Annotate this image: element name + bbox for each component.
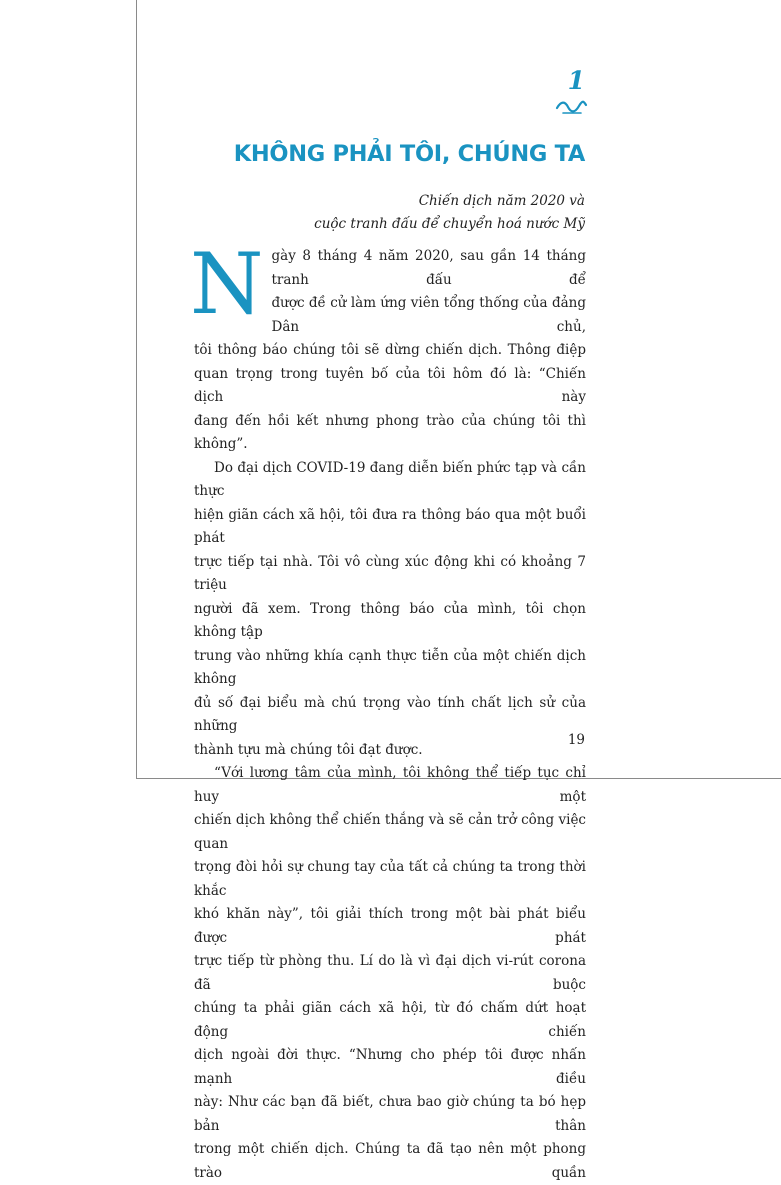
text-line: khó khăn này”, tôi giải thích trong một bài phát biểu được phát — [194, 906, 586, 946]
text-line: đủ số đại biểu mà chú trọng vào tính chất lịch sử của những — [194, 694, 586, 734]
subtitle-line: cuộc tranh đấu để chuyển hoá nước Mỹ — [314, 216, 585, 232]
text-line: trong một chiến dịch. Chúng ta đã tạo nên một phong trào quần — [194, 1141, 586, 1181]
text-line: người đã xem. Trong thông báo của mình, tôi chọn không tập — [194, 600, 586, 640]
text-line: trực tiếp từ phòng thu. Lí do là vì đại dịch vi-rút corona đã buộc — [194, 953, 586, 993]
paragraph-1 — [190, 235, 586, 457]
text-line: chiến dịch không thể chiến thắng và sẽ cản trở công việc quan — [194, 812, 586, 852]
text-line: dịch ngoài đời thực. “Nhưng cho phép tôi được nhấn mạnh điều — [194, 1047, 586, 1087]
chapter-title: KHÔNG PHẢI TÔI, CHÚNG TA — [233, 141, 585, 167]
text-line: chúng ta phải giãn cách xã hội, từ đó chấm dứt hoạt động chiến — [194, 1000, 586, 1040]
text-line: tôi thông báo chúng tôi sẽ dừng chiến dịch. Thông điệp — [194, 342, 586, 358]
text-line: trung vào những khía cạnh thực tiễn của một chiến dịch không — [194, 647, 586, 687]
wave-flourish-icon — [555, 98, 588, 116]
text-line: gày 8 tháng 4 năm 2020, sau gần 14 tháng tranh đấu để — [271, 248, 586, 288]
paragraph-3 — [194, 762, 586, 1185]
chapter-number: 1 — [567, 66, 585, 95]
subtitle-line: Chiến dịch năm 2020 và — [418, 193, 585, 209]
text-line: trực tiếp tại nhà. Tôi vô cùng xúc động khi có khoảng 7 triệu — [194, 553, 586, 593]
text-line: đang đến hồi kết nhưng phong trào của chúng tôi thì không”. — [194, 412, 586, 452]
page-left-edge — [136, 0, 137, 778]
drop-cap: N — [190, 235, 264, 333]
text-line: hiện giãn cách xã hội, tôi đưa ra thông báo qua một buổi phát — [194, 506, 586, 546]
chapter-subtitle — [165, 190, 585, 236]
text-line: được đề cử làm ứng viên tổng thống của đảng Dân chủ, — [271, 295, 586, 335]
text-line: này: Như các bạn đã biết, chưa bao giờ chúng ta bó hẹp bản thân — [194, 1094, 586, 1134]
text-line: thành tựu mà chúng tôi đạt được. — [194, 741, 423, 758]
text-line: trọng đòi hỏi sự chung tay của tất cả chúng ta trong thời khắc — [194, 859, 586, 899]
page-number: 19 — [567, 732, 585, 748]
text-line: “Với lương tâm của mình, tôi không thể tiếp tục chỉ huy một — [194, 765, 586, 805]
text-line: quan trọng trong tuyên bố của tôi hôm đó là: “Chiến dịch này — [194, 365, 586, 405]
body-text — [190, 235, 586, 1185]
text-line: Do đại dịch COVID-19 đang diễn biến phức tạp và cần thực — [194, 459, 586, 499]
paragraph-2 — [194, 457, 586, 763]
